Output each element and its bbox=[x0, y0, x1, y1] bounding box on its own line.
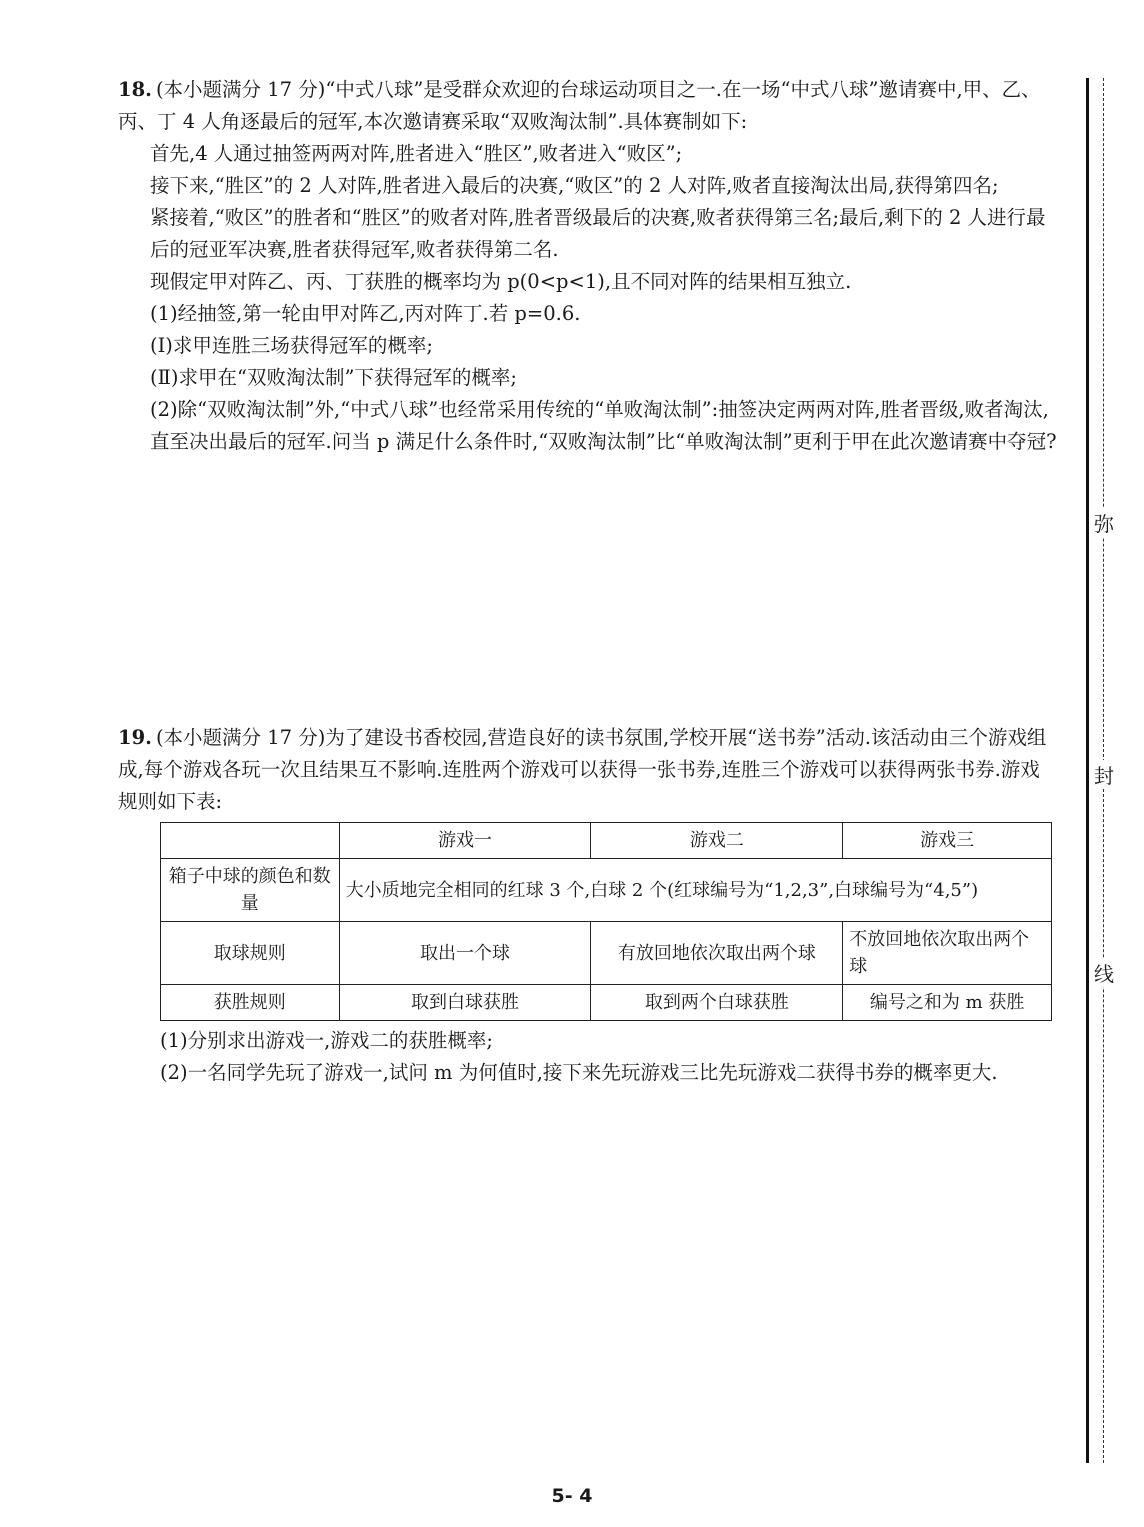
table-row-label: 箱子中球的颜色和数量 bbox=[161, 859, 340, 922]
q18-line-8: (2)除“双败淘汰制”外,“中式八球”也经常采用传统的“单败淘汰制”:抽签决定两两对阵,胜者晋级,败者淘汰,直至决出最后的冠军.问当 p 满足什么条件时,“双败淘汰制”比“单败淘汰制”更利于甲在此次邀请赛中夺冠? bbox=[150, 398, 1057, 453]
page-number: 5- 4 bbox=[551, 1485, 593, 1507]
table-row-label: 取球规则 bbox=[161, 922, 340, 985]
table-row bbox=[161, 823, 1052, 859]
table-header-cell: 游戏三 bbox=[843, 823, 1052, 859]
table-cell: 不放回地依次取出两个球 bbox=[843, 922, 1052, 985]
q19-part-2: (2)一名同学先玩了游戏一,试问 m 为何值时,接下来先玩游戏三比先玩游戏二获得书券的概率更大. bbox=[160, 1061, 998, 1084]
q18-line-2: 接下来,“胜区”的 2 人对阵,胜者进入最后的决赛,“败区”的 2 人对阵,败者直接淘汰出局,获得第四名; bbox=[150, 174, 999, 197]
q19-number: 19. bbox=[118, 726, 152, 749]
table-row bbox=[161, 922, 1052, 985]
question-18 bbox=[118, 74, 1058, 458]
binding-char: 线 bbox=[1094, 958, 1114, 987]
q18-line-5: (1)经抽签,第一轮由甲对阵乙,丙对阵丁.若 p=0.6. bbox=[150, 302, 581, 325]
q18-line-6: (Ⅰ)求甲连胜三场获得冠军的概率; bbox=[150, 334, 433, 357]
question-19 bbox=[118, 722, 1058, 1089]
q19-intro: 19. (本小题满分 17 分)为了建设书香校园,营造良好的读书氛围,学校开展“送书券”活动.该活动由三个游戏组成,每个游戏各玩一次且结果互不影响.连胜两个游戏可以获得一张书券,连胜三个游戏可以获得两张书券.游戏规则如下表: bbox=[118, 726, 1047, 813]
table-header-cell: 游戏一 bbox=[339, 823, 591, 859]
table-cell: 大小质地完全相同的红球 3 个,白球 2 个(红球编号为“1,2,3”,白球编号为“4,5”) bbox=[339, 859, 1051, 922]
table-cell: 取到两个白球获胜 bbox=[591, 985, 843, 1021]
table-header-cell: 游戏二 bbox=[591, 823, 843, 859]
binding-solid-line bbox=[1086, 78, 1089, 1463]
q18-line-1: 首先,4 人通过抽签两两对阵,胜者进入“胜区”,败者进入“败区”; bbox=[150, 142, 683, 165]
q19-part-1: (1)分别求出游戏一,游戏二的获胜概率; bbox=[160, 1029, 493, 1052]
q18-line-7: (Ⅱ)求甲在“双败淘汰制”下获得冠军的概率; bbox=[150, 366, 517, 389]
table-cell: 有放回地依次取出两个球 bbox=[591, 922, 843, 985]
table-cell: 取到白球获胜 bbox=[339, 985, 591, 1021]
binding-char: 封 bbox=[1094, 760, 1114, 789]
table-cell: 编号之和为 m 获胜 bbox=[843, 985, 1052, 1021]
table-row-label: 获胜规则 bbox=[161, 985, 340, 1021]
q18-line-4: 现假定甲对阵乙、丙、丁获胜的概率均为 p(0<p<1),且不同对阵的结果相互独立. bbox=[150, 270, 852, 293]
table-row bbox=[161, 985, 1052, 1021]
table-header-cell bbox=[161, 823, 340, 859]
table-cell: 取出一个球 bbox=[339, 922, 591, 985]
binding-char: 弥 bbox=[1094, 508, 1114, 537]
table-row bbox=[161, 859, 1052, 922]
q18-line-0: 18. (本小题满分 17 分)“中式八球”是受群众欢迎的台球运动项目之一.在一场“中式八球”邀请赛中,甲、乙、丙、丁 4 人角逐最后的冠军,本次邀请赛采取“双败淘汰制”.具体赛制如下: bbox=[118, 78, 1041, 133]
game-rules-table bbox=[160, 822, 1052, 1021]
q18-number: 18. bbox=[118, 78, 152, 101]
q18-line-3: 紧接着,“败区”的胜者和“胜区”的败者对阵,胜者晋级最后的决赛,败者获得第三名;最后,剩下的 2 人进行最后的冠亚军决赛,胜者获得冠军,败者获得第二名. bbox=[150, 206, 1046, 261]
